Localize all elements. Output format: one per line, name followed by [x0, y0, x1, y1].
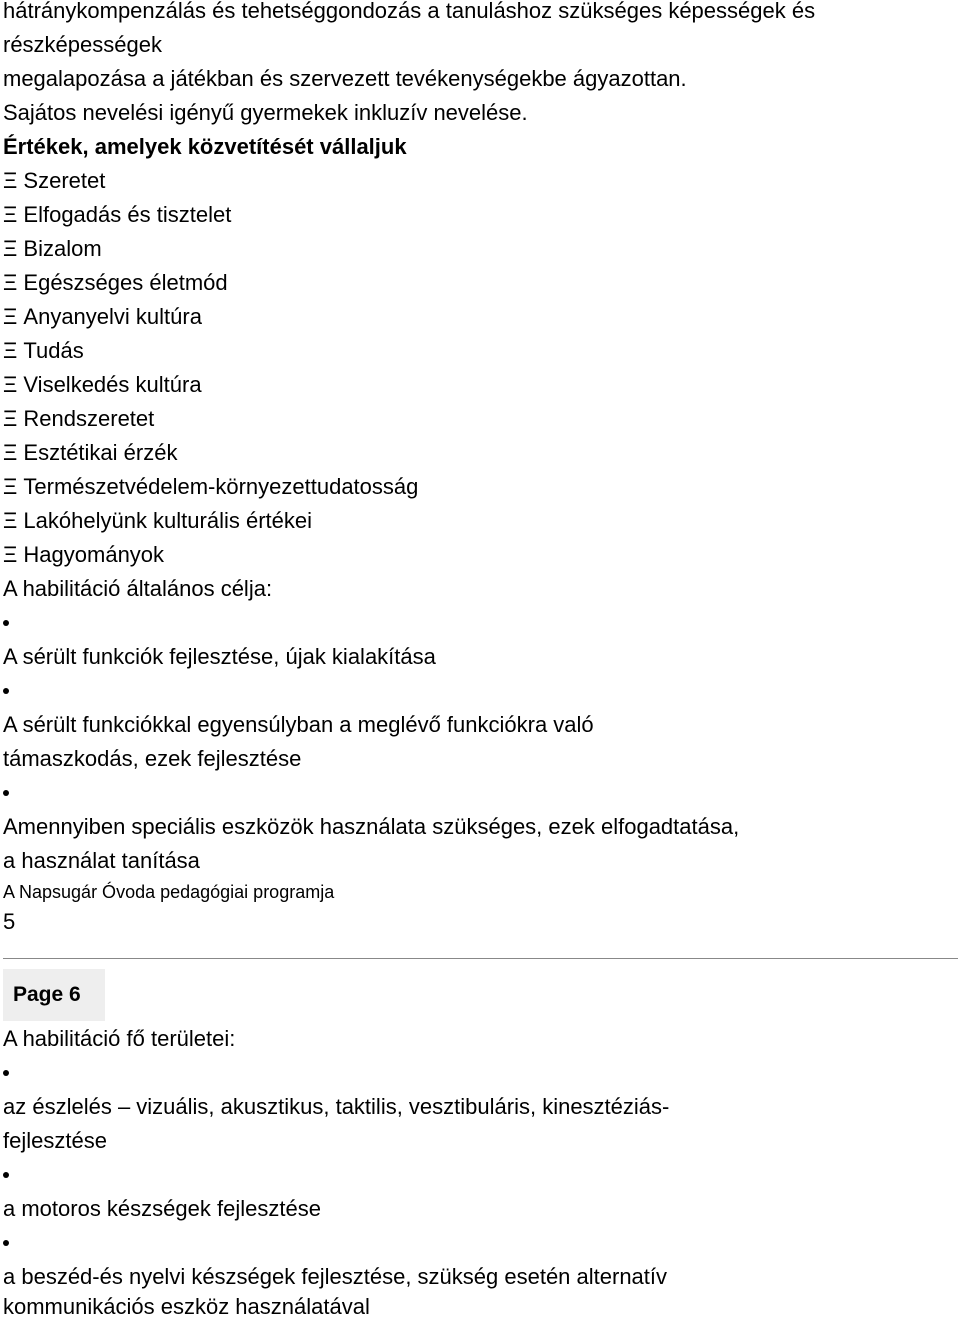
bullet-icon [3, 1070, 9, 1076]
value-item: Ξ Rendszeretet [3, 406, 155, 431]
value-item: Ξ Egészséges életmód [3, 270, 228, 295]
footer-title: A Napsugár Óvoda pedagógiai programja [3, 882, 335, 902]
values-heading: Értékek, amelyek közvetítését vállaljuk [3, 134, 407, 159]
goal-item: támaszkodás, ezek fejlesztése [3, 746, 302, 771]
goal-item: A sérült funkciók fejlesztése, újak kialakítása [3, 644, 436, 669]
goal-item: A sérült funkciókkal egyensúlyban a meglévő funkciókra való [3, 712, 594, 737]
goal-item: a használat tanítása [3, 848, 200, 873]
bullet-icon [3, 790, 9, 796]
text-line: hátránykompenzálás és tehetséggondozás a tanuláshoz szükséges képességek és [3, 0, 816, 23]
value-item: Ξ Anyanyelvi kultúra [3, 304, 202, 329]
value-item: Ξ Hagyományok [3, 542, 165, 567]
value-item: Ξ Elfogadás és tisztelet [3, 202, 232, 227]
value-item: Ξ Szeretet [3, 168, 106, 193]
page-divider [3, 958, 958, 959]
bullet-icon [3, 688, 9, 694]
page-label: Page 6 [13, 983, 81, 1006]
value-item: Ξ Bizalom [3, 236, 102, 261]
value-item: Ξ Viselkedés kultúra [3, 372, 202, 397]
area-item: a beszéd-és nyelvi készségek fejlesztése, szükség esetén alternatív [3, 1264, 668, 1289]
area-item: kommunikációs eszköz használatával [3, 1294, 370, 1319]
area-item: a motoros készségek fejlesztése [3, 1196, 321, 1221]
page-number: 5 [3, 909, 16, 934]
bullet-icon [3, 1172, 9, 1178]
value-item: Ξ Természetvédelem-környezettudatosság [3, 474, 419, 499]
area-item: az észlelés – vizuális, akusztikus, taktilis, vesztibuláris, kinesztéziás- [3, 1094, 670, 1119]
bullet-icon [3, 1240, 9, 1246]
area-item: fejlesztése [3, 1128, 107, 1153]
bullet-icon [3, 620, 9, 626]
text-line: részképességek [3, 32, 162, 57]
value-item: Ξ Tudás [3, 338, 84, 363]
areas-heading: A habilitáció fő területei: [3, 1026, 236, 1051]
goal-item: Amennyiben speciális eszközök használata szükséges, ezek elfogadtatása, [3, 814, 740, 839]
text-line: Sajátos nevelési igényű gyermekek inkluzív nevelése. [3, 100, 528, 125]
goal-heading: A habilitáció általános célja: [3, 576, 273, 601]
text-line: megalapozása a játékban és szervezett tevékenységekbe ágyazottan. [3, 66, 687, 91]
value-item: Ξ Esztétikai érzék [3, 440, 178, 465]
page-label-box [3, 969, 105, 1021]
value-item: Ξ Lakóhelyünk kulturális értékei [3, 508, 313, 533]
